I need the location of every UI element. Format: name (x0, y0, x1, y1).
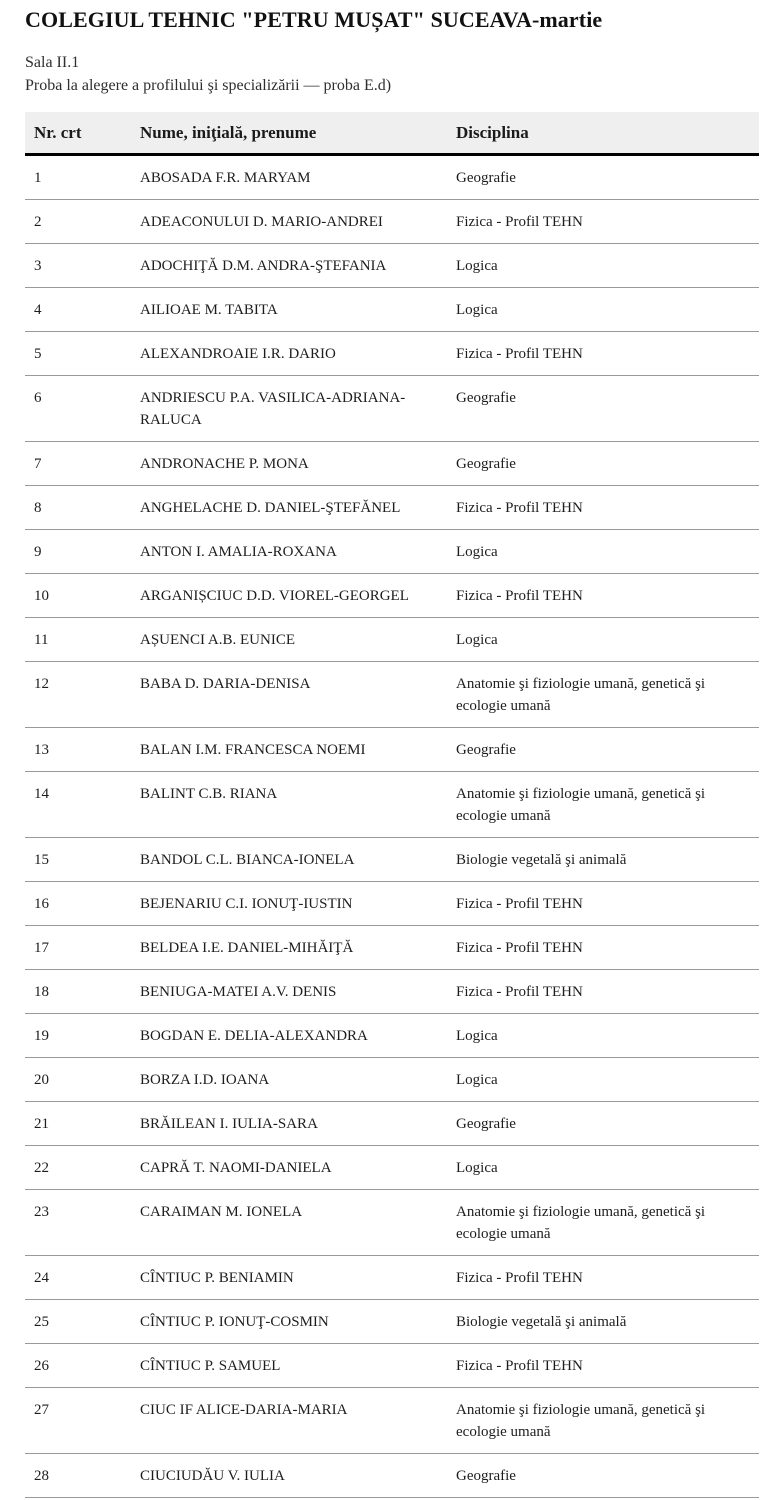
row-number-cell: 5 (34, 346, 42, 362)
row-number-cell: 26 (34, 1358, 49, 1374)
table-row (25, 1256, 759, 1300)
row-number-cell: 8 (34, 500, 42, 516)
student-name-cell: ADOCHIŢĂ D.M. ANDRA-ŞTEFANIA (140, 258, 387, 274)
table-row (25, 728, 759, 772)
student-name-cell: CÎNTIUC P. SAMUEL (140, 1358, 281, 1374)
discipline-cell: Geografie (456, 170, 516, 186)
row-number-cell: 28 (34, 1468, 49, 1484)
table-row (25, 332, 759, 376)
discipline-cell: Logica (456, 258, 498, 274)
discipline-cell: Anatomie şi fiziologie umană, genetică şi ecologie umană (456, 786, 706, 824)
student-name-cell: CÎNTIUC P. BENIAMIN (140, 1270, 294, 1286)
student-name-cell: ANDRONACHE P. MONA (140, 456, 309, 472)
student-name-cell: ANDRIESCU P.A. VASILICA-ADRIANA-RALUCA (140, 390, 406, 428)
row-number-cell: 18 (34, 984, 49, 1000)
table-row (25, 1300, 759, 1344)
table-row (25, 1146, 759, 1190)
room-label: Sala II.1 (25, 54, 80, 71)
table-row (25, 1102, 759, 1146)
table-row (25, 200, 759, 244)
discipline-cell: Logica (456, 302, 498, 318)
table-row (25, 1014, 759, 1058)
table-row (25, 926, 759, 970)
row-number-cell: 7 (34, 456, 42, 472)
student-name-cell: ARGANIȘCIUC D.D. VIOREL-GEORGEL (140, 588, 409, 604)
student-name-cell: ABOSADA F.R. MARYAM (140, 170, 311, 186)
table-row (25, 1058, 759, 1102)
table-row (25, 574, 759, 618)
row-number-cell: 13 (34, 742, 49, 758)
table-header-row (25, 112, 759, 156)
discipline-cell: Anatomie şi fiziologie umană, genetică şi ecologie umană (456, 676, 706, 714)
student-name-cell: ANTON I. AMALIA-ROXANA (140, 544, 337, 560)
discipline-cell: Anatomie şi fiziologie umană, genetică şi ecologie umană (456, 1402, 706, 1440)
table-row (25, 772, 759, 838)
student-name-cell: BELDEA I.E. DANIEL-MIHĂIŢĂ (140, 940, 354, 956)
row-number-cell: 24 (34, 1270, 49, 1286)
table-row (25, 1388, 759, 1454)
discipline-cell: Biologie vegetală şi animală (456, 852, 627, 868)
row-number-cell: 27 (34, 1402, 49, 1418)
discipline-cell: Fizica - Profil TEHN (456, 1358, 583, 1374)
row-number-cell: 12 (34, 676, 49, 692)
row-number-cell: 6 (34, 390, 42, 406)
student-name-cell: BRĂILEAN I. IULIA-SARA (140, 1116, 318, 1132)
table-row (25, 156, 759, 200)
student-name-cell: ALEXANDROAIE I.R. DARIO (140, 346, 336, 362)
discipline-cell: Fizica - Profil TEHN (456, 1270, 583, 1286)
table-body (25, 156, 759, 1498)
student-name-cell: BOGDAN E. DELIA-ALEXANDRA (140, 1028, 368, 1044)
table-row (25, 1190, 759, 1256)
table-row (25, 882, 759, 926)
student-name-cell: AȘUENCI A.B. EUNICE (140, 632, 296, 648)
discipline-cell: Logica (456, 1160, 498, 1176)
discipline-cell: Geografie (456, 742, 516, 758)
row-number-cell: 22 (34, 1160, 49, 1176)
student-name-cell: BORZA I.D. IOANA (140, 1072, 270, 1088)
student-name-cell: BANDOL C.L. BIANCA-IONELA (140, 852, 355, 868)
student-name-cell: BENIUGA-MATEI A.V. DENIS (140, 984, 337, 1000)
discipline-cell: Fizica - Profil TEHN (456, 588, 583, 604)
student-name-cell: CAPRĂ T. NAOMI-DANIELA (140, 1160, 332, 1176)
student-name-cell: BALAN I.M. FRANCESCA NOEMI (140, 742, 366, 758)
discipline-cell: Geografie (456, 390, 516, 406)
row-number-cell: 20 (34, 1072, 49, 1088)
row-number-cell: 17 (34, 940, 49, 956)
discipline-cell: Fizica - Profil TEHN (456, 346, 583, 362)
discipline-cell: Fizica - Profil TEHN (456, 984, 583, 1000)
row-number-cell: 23 (34, 1204, 49, 1220)
students-table (25, 112, 759, 1498)
row-number-cell: 2 (34, 214, 42, 230)
student-name-cell: CARAIMAN M. IONELA (140, 1204, 303, 1220)
discipline-cell: Geografie (456, 456, 516, 472)
row-number-cell: 4 (34, 302, 42, 318)
table-row (25, 376, 759, 442)
row-number-cell: 16 (34, 896, 49, 912)
exam-type-label: Proba la alegere a profilului şi specializării — proba E.d) (25, 77, 392, 94)
discipline-cell: Fizica - Profil TEHN (456, 214, 583, 230)
discipline-cell: Logica (456, 632, 498, 648)
student-name-cell: BALINT C.B. RIANA (140, 786, 278, 802)
row-number-cell: 11 (34, 632, 49, 648)
student-name-cell: CIUCIUDĂU V. IULIA (140, 1468, 285, 1484)
student-name-cell: BABA D. DARIA-DENISA (140, 676, 311, 692)
row-number-cell: 1 (34, 170, 42, 186)
discipline-cell: Geografie (456, 1468, 516, 1484)
discipline-cell: Anatomie şi fiziologie umană, genetică şi ecologie umană (456, 1204, 706, 1242)
row-number-cell: 9 (34, 544, 42, 560)
discipline-cell: Fizica - Profil TEHN (456, 896, 583, 912)
row-number-cell: 19 (34, 1028, 49, 1044)
student-name-cell: ANGHELACHE D. DANIEL-ŞTEFĂNEL (140, 500, 401, 516)
student-name-cell: AILIOAE M. TABITA (140, 302, 278, 318)
table-row (25, 838, 759, 882)
discipline-cell: Logica (456, 1072, 498, 1088)
table-row (25, 618, 759, 662)
row-number-cell: 25 (34, 1314, 49, 1330)
table-row (25, 1344, 759, 1388)
row-number-cell: 3 (34, 258, 42, 274)
student-name-cell: CÎNTIUC P. IONUŢ-COSMIN (140, 1314, 329, 1330)
discipline-cell: Logica (456, 544, 498, 560)
column-header-name: Nume, iniţială, prenume (140, 123, 317, 142)
table-row (25, 970, 759, 1014)
student-name-cell: BEJENARIU C.I. IONUŢ-IUSTIN (140, 896, 353, 912)
page-title: COLEGIUL TEHNIC "PETRU MUȘAT" SUCEAVA-martie (25, 7, 603, 32)
column-header-discipline: Disciplina (456, 123, 529, 142)
table-row (25, 662, 759, 728)
column-header-nr-crt: Nr. crt (34, 123, 82, 142)
student-name-cell: ADEACONULUI D. MARIO-ANDREI (140, 214, 383, 230)
discipline-cell: Fizica - Profil TEHN (456, 500, 583, 516)
discipline-cell: Geografie (456, 1116, 516, 1132)
table-row (25, 486, 759, 530)
row-number-cell: 15 (34, 852, 49, 868)
table-row (25, 288, 759, 332)
table-row (25, 1454, 759, 1498)
row-number-cell: 14 (34, 786, 49, 802)
discipline-cell: Fizica - Profil TEHN (456, 940, 583, 956)
table-row (25, 442, 759, 486)
table-row (25, 530, 759, 574)
discipline-cell: Biologie vegetală şi animală (456, 1314, 627, 1330)
row-number-cell: 10 (34, 588, 49, 604)
table-row (25, 244, 759, 288)
row-number-cell: 21 (34, 1116, 49, 1132)
student-name-cell: CIUC IF ALICE-DARIA-MARIA (140, 1402, 348, 1418)
discipline-cell: Logica (456, 1028, 498, 1044)
